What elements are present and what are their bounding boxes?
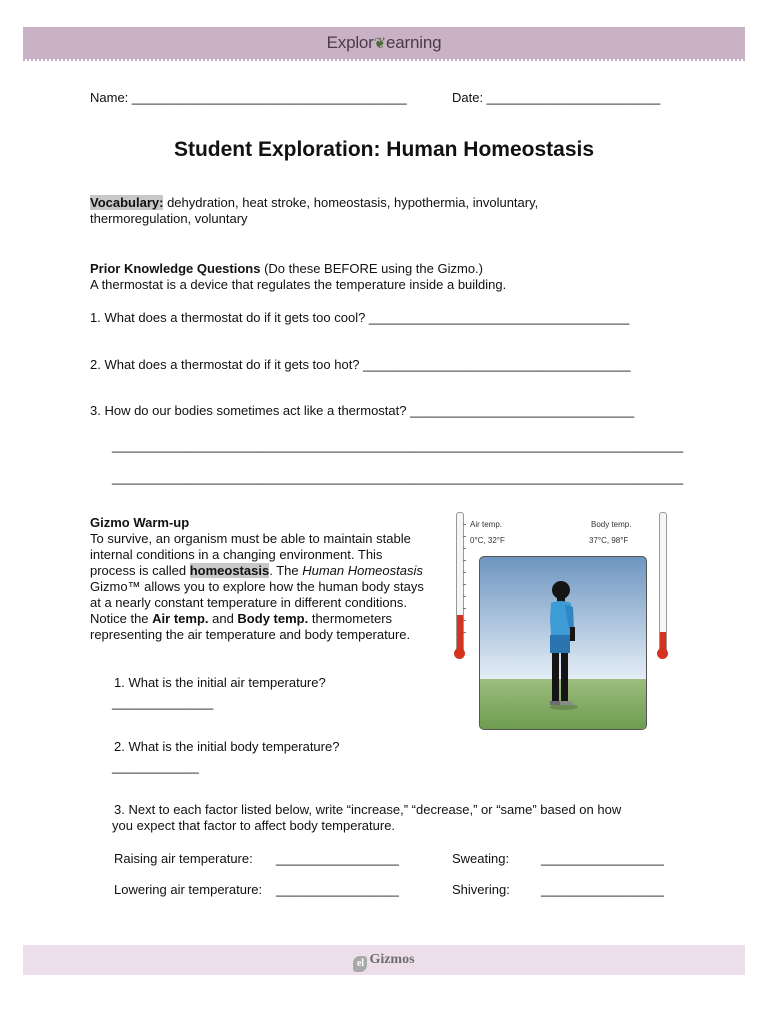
- prior-question-3: 3. How do our bodies sometimes act like a thermostat? _______________________________: [90, 403, 635, 418]
- person-figure-icon: [480, 557, 646, 729]
- warmup-question-3: 3. Next to each factor listed below, write “increase,” “decrease,” or “same” based on how: [114, 802, 622, 817]
- body-thermometer-icon: [657, 512, 667, 660]
- prior-knowledge-heading: Prior Knowledge Questions (Do these BEFORE using the Gizmo.): [90, 261, 483, 276]
- gizmos-footer: [23, 945, 745, 975]
- thermostat-intro: A thermostat is a device that regulates the temperature inside a building.: [90, 277, 507, 292]
- answer-line: _________________: [276, 851, 399, 866]
- date-field-label: Date: ________________________: [452, 90, 661, 105]
- answer-line: _________________: [276, 882, 399, 897]
- homeostasis-term: homeostasis: [189, 563, 270, 578]
- prior-question-2: 2. What does a thermostat do if it gets too hot? _____________________________________: [90, 357, 631, 372]
- factor-label: Lowering air temperature:: [114, 882, 263, 897]
- body-temp-value: 37°C, 98°F: [589, 536, 629, 545]
- answer-line: ____________: [112, 759, 199, 774]
- gizmos-logo: el Gizmos: [353, 952, 414, 967]
- explorelearning-header: [23, 27, 745, 59]
- answer-line: ______________: [112, 695, 214, 710]
- header-dotted-divider: [23, 59, 745, 61]
- vocabulary-line-1: Vocabulary: dehydration, heat stroke, homeostasis, hypothermia, involuntary,: [90, 195, 539, 210]
- warmup-paragraph: To survive, an organism must be able to maintain stable internal conditions in a changing environment. This process is called homeostasis. The Human Homeostasis Gizmo™ allows you to explore how the human body stays at a nearly constant temperature in different conditions. Notice the Air temp. and Body temp. thermometers representing the air temperature and body temperature.: [90, 531, 424, 642]
- air-temp-label: Air temp.: [470, 520, 503, 529]
- vocabulary-label: Vocabulary:: [90, 195, 164, 210]
- body-temp-label: Body temp.: [591, 520, 632, 529]
- gizmo-warmup-heading: Gizmo Warm-up: [90, 515, 190, 530]
- vocabulary-line-2: thermoregulation, voluntary: [90, 211, 248, 226]
- answer-line: _________________: [541, 851, 664, 866]
- person-scene: [479, 556, 647, 730]
- gizmo-thermometer-figure: [453, 512, 669, 738]
- name-field-label: Name: ______________________________________: [90, 90, 407, 105]
- factor-label: Sweating:: [452, 851, 510, 866]
- explorelearning-logo: Explor❦earning: [326, 33, 442, 52]
- answer-line: _______________________________________________________________________________: [112, 470, 684, 485]
- answer-line: _______________________________________________________________________________: [112, 438, 684, 453]
- gizmos-leaf-icon: el: [353, 956, 367, 972]
- page-title: Student Exploration: Human Homeostasis: [173, 138, 595, 161]
- leaf-logo-icon: ❦: [373, 35, 387, 52]
- air-thermometer-icon: [454, 512, 464, 660]
- factor-label: Raising air temperature:: [114, 851, 253, 866]
- air-temp-value: 0°C, 32°F: [470, 536, 505, 545]
- warmup-question-2: 2. What is the initial body temperature?: [114, 739, 340, 754]
- factor-label: Shivering:: [452, 882, 510, 897]
- warmup-question-1: 1. What is the initial air temperature?: [114, 675, 326, 690]
- answer-line: _________________: [541, 882, 664, 897]
- warmup-question-3-cont: you expect that factor to affect body temperature.: [112, 818, 396, 833]
- prior-question-1: 1. What does a thermostat do if it gets too cool? ____________________________________: [90, 310, 630, 325]
